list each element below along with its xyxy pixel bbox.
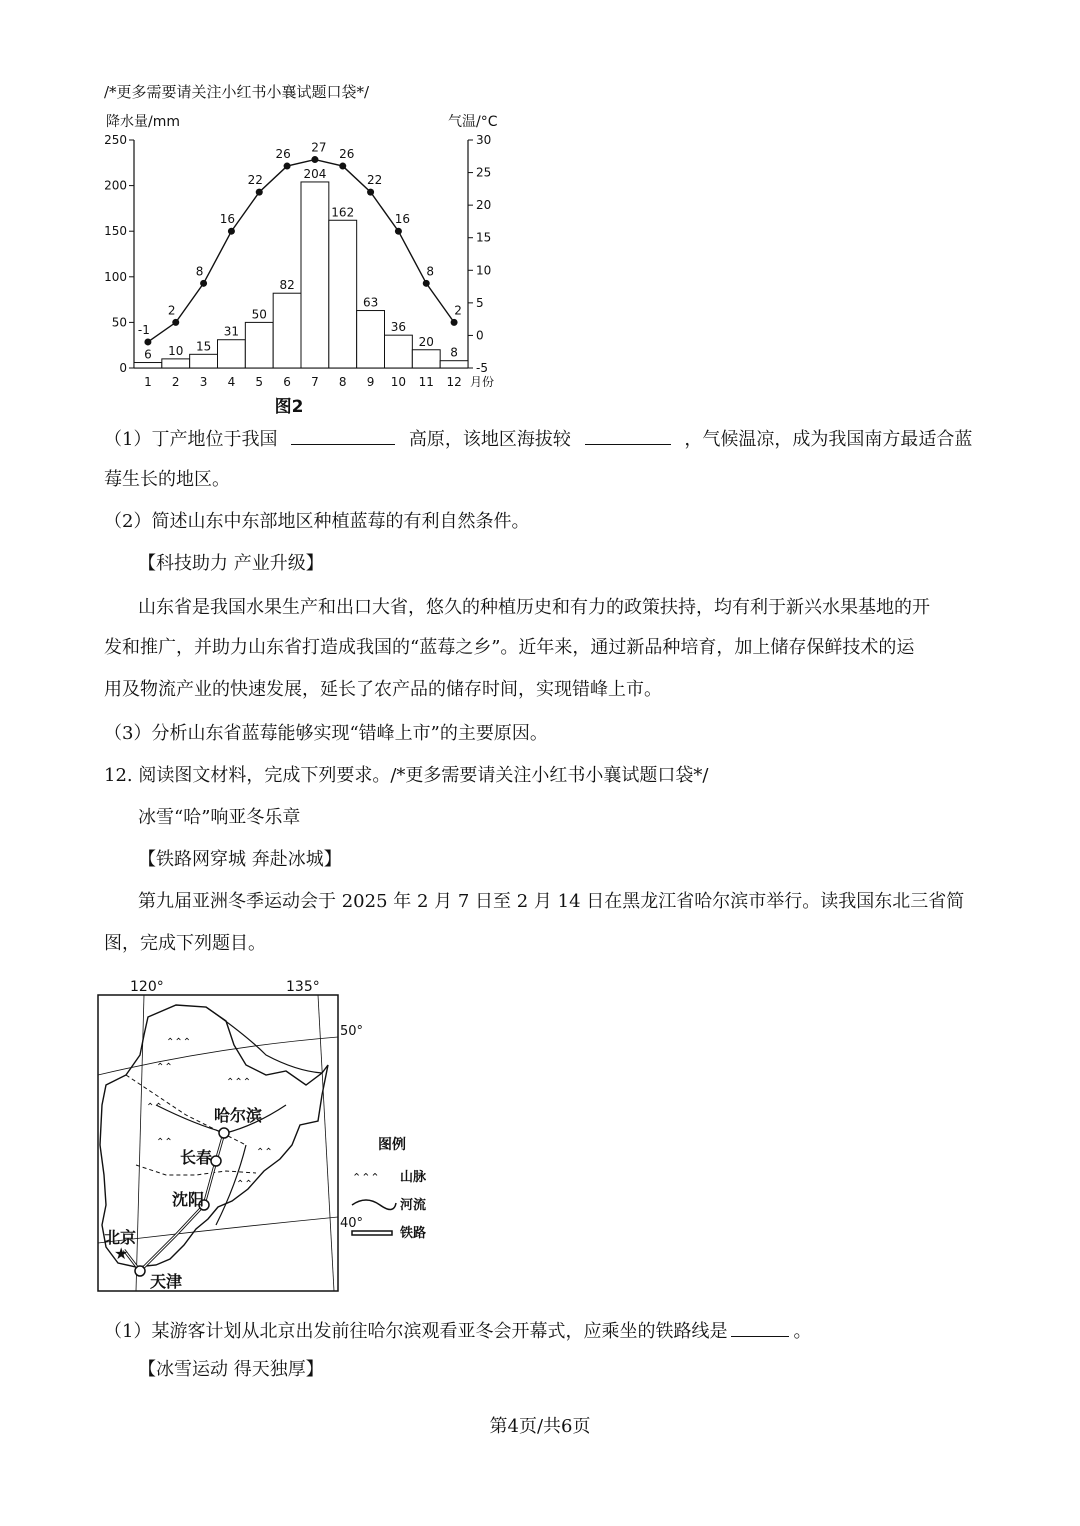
temp-value-label: 26 xyxy=(275,147,291,162)
precip-value-label: 50 xyxy=(251,307,267,322)
temp-point xyxy=(172,319,179,326)
temp-point xyxy=(200,280,207,287)
legend-mountain-icon: ⌃⌃⌃ xyxy=(352,1171,380,1184)
temp-point xyxy=(367,189,374,196)
temp-tick-label: 30 xyxy=(476,133,492,147)
temp-point xyxy=(228,228,235,235)
precip-value-label: 162 xyxy=(331,205,355,220)
month-label: 3 xyxy=(199,375,208,389)
legend-river-label: 河流 xyxy=(400,1198,427,1213)
month-label: 12 xyxy=(446,375,462,389)
temp-tick-label: -5 xyxy=(476,361,488,375)
temp-tick-label: 5 xyxy=(476,295,484,310)
question-12-1 xyxy=(104,1318,811,1344)
section-title-tech: 【科技助力 产业升级】 xyxy=(138,553,324,574)
month-label: 10 xyxy=(390,375,407,389)
climate-chart-svg xyxy=(100,108,520,418)
paragraph-2-line-2: 图，完成下列题目。 xyxy=(104,933,266,954)
question-3: （3）分析山东省蓝莓能够实现“错峰上市”的主要原因。 xyxy=(104,723,548,744)
precip-value-label: 20 xyxy=(418,334,434,349)
temp-value-label: 16 xyxy=(394,212,411,227)
temp-tick-label: 15 xyxy=(476,230,492,245)
legend-mountain-label: 山脉 xyxy=(400,1170,427,1185)
city-label-beijing: 北京 xyxy=(104,1228,137,1247)
precip-bar xyxy=(245,322,273,368)
star-icon: ★ xyxy=(114,1244,129,1263)
precip-tick-label: 250 xyxy=(104,133,127,147)
temp-tick-label: 10 xyxy=(476,263,492,278)
temp-point xyxy=(256,189,263,196)
section-title-railway: 【铁路网穿城 奔赴冰城】 xyxy=(138,849,342,870)
city-label-harbin: 哈尔滨 xyxy=(214,1106,263,1125)
temp-value-label: 2 xyxy=(454,303,462,318)
city-marker-changchun xyxy=(211,1156,221,1166)
q12-text: 12. 阅读图文材料，完成下列要求。 xyxy=(104,765,391,786)
q12-1-end: 。 xyxy=(793,1321,812,1342)
city-label-changchun: 长春 xyxy=(180,1148,213,1167)
precip-bar xyxy=(273,293,301,368)
precip-value-label: 31 xyxy=(223,324,240,339)
temp-value-label: 22 xyxy=(247,173,263,188)
precip-tick-label: 100 xyxy=(104,269,127,284)
precip-bar xyxy=(385,335,413,368)
precip-bar xyxy=(440,361,468,368)
month-label: 6 xyxy=(283,375,291,389)
city-marker-harbin xyxy=(219,1128,229,1138)
precip-bar xyxy=(134,363,162,368)
paragraph-2-line-1: 第九届亚洲冬季运动会于 2025 年 2 月 7 日至 2 月 14 日在黑龙江省哈尔滨市举行。读我国东北三省简 xyxy=(138,891,965,912)
month-label: 2 xyxy=(171,375,180,389)
lon-label-120: 120° xyxy=(130,979,164,995)
lat-label-40: 40° xyxy=(340,1216,364,1231)
precip-tick-label: 150 xyxy=(104,224,127,239)
temp-point xyxy=(284,163,291,170)
precip-bar xyxy=(218,340,246,368)
city-label-shenyang: 沈阳 xyxy=(172,1190,205,1209)
temp-value-label: 27 xyxy=(311,140,327,155)
q1-text-d: 莓生长的地区。 xyxy=(104,469,230,490)
paragraph-1-line-3: 用及物流产业的快速发展，延长了农产品的储存时间，实现错峰上市。 xyxy=(104,679,662,700)
climate-chart xyxy=(100,108,520,418)
chart-caption: 图2 xyxy=(274,397,304,417)
subtitle: 冰雪“哈”响亚冬乐章 xyxy=(138,807,301,828)
precip-value-label: 8 xyxy=(450,345,458,360)
watermark-text: /*更多需要请关注小红书小襄试题口袋*/ xyxy=(104,83,370,101)
month-label: 8 xyxy=(338,375,347,389)
mountain-icon: ⌃⌃⌃ xyxy=(166,1037,192,1048)
q1-blank-1[interactable] xyxy=(291,426,395,445)
precip-bar xyxy=(329,220,357,368)
mountain-icon: ⌃⌃ xyxy=(156,1062,173,1073)
lon-label-135: 135° xyxy=(286,979,320,995)
northeast-map xyxy=(96,975,446,1305)
legend-railway-icon xyxy=(352,1231,392,1235)
paragraph-1-line-1: 山东省是我国水果生产和出口大省，悠久的种植历史和有力的政策扶持，均有利于新兴水果基地的开 xyxy=(138,597,930,618)
temp-tick-label: 0 xyxy=(476,328,484,343)
precip-tick-label: 200 xyxy=(104,178,127,193)
mountain-icon: ⌃⌃ xyxy=(156,1137,173,1148)
q12-watermark: /*更多需要请关注小红书小襄试题口袋*/ xyxy=(390,765,709,786)
legend-river-icon xyxy=(352,1200,396,1210)
city-marker-tianjin xyxy=(135,1266,145,1276)
precip-value-label: 15 xyxy=(195,339,212,354)
northeast-map-svg xyxy=(96,975,446,1305)
temp-point xyxy=(339,163,346,170)
temp-point xyxy=(311,156,318,163)
precip-bar xyxy=(412,350,440,368)
q1-blank-2[interactable] xyxy=(585,426,671,445)
mountain-icon: ⌃⌃ xyxy=(256,1147,273,1158)
legend-railway-label: 铁路 xyxy=(400,1226,427,1241)
q12-1-blank[interactable] xyxy=(731,1318,789,1337)
question-12 xyxy=(104,764,709,788)
x-axis-title: 月份 xyxy=(470,375,495,389)
temp-point xyxy=(423,280,430,287)
month-label: 4 xyxy=(227,375,236,389)
temp-point xyxy=(451,319,458,326)
q1-text-a: （1）丁产地位于我国 xyxy=(104,429,278,450)
precip-bar xyxy=(301,182,329,368)
precip-value-label: 10 xyxy=(168,343,184,358)
precip-tick-label: 50 xyxy=(111,315,127,330)
temp-value-label: 8 xyxy=(195,264,204,279)
precip-axis-title: 降水量/mm xyxy=(106,114,180,130)
temp-point xyxy=(144,338,151,345)
temp-axis-title: 气温/°C xyxy=(448,114,498,130)
legend-title: 图例 xyxy=(378,1137,406,1153)
temp-value-label: -1 xyxy=(137,322,150,337)
month-label: 1 xyxy=(144,375,152,389)
precip-value-label: 6 xyxy=(144,347,152,362)
q12-1-text: （1）某游客计划从北京出发前往哈尔滨观看亚冬会开幕式，应乘坐的铁路线是 xyxy=(104,1321,728,1342)
temp-value-label: 8 xyxy=(426,264,435,279)
precip-tick-label: 0 xyxy=(119,361,127,375)
precip-value-label: 204 xyxy=(303,166,327,181)
precip-bar xyxy=(190,354,218,368)
meridian-135 xyxy=(318,995,334,1291)
month-label: 9 xyxy=(366,375,375,389)
question-1 xyxy=(104,426,972,452)
month-label: 11 xyxy=(418,375,434,389)
mountain-icon: ⌃⌃ xyxy=(146,1102,163,1113)
q1-text-c: ，气候温凉，成为我国南方最适合蓝 xyxy=(684,429,973,450)
precip-value-label: 36 xyxy=(390,320,407,335)
page-number: 第4页/共6页 xyxy=(489,1416,591,1437)
precip-bar xyxy=(162,359,190,368)
precip-value-label: 63 xyxy=(362,295,379,310)
precip-bar xyxy=(357,311,385,368)
mountain-icon: ⌃⌃⌃ xyxy=(226,1077,252,1088)
lat-label-50: 50° xyxy=(340,1024,364,1039)
temp-value-label: 16 xyxy=(219,212,236,227)
section-title-snow: 【冰雪运动 得天独厚】 xyxy=(138,1359,324,1380)
temp-tick-label: 25 xyxy=(476,165,492,180)
temp-value-label: 2 xyxy=(167,303,176,318)
temp-value-label: 22 xyxy=(366,173,383,188)
temp-value-label: 26 xyxy=(339,147,355,162)
temp-tick-label: 20 xyxy=(476,198,492,213)
mountain-icon: ⌃⌃ xyxy=(236,1179,253,1190)
city-label-tianjin: 天津 xyxy=(150,1272,183,1291)
temp-point xyxy=(395,228,402,235)
paragraph-1-line-2: 发和推广，并助力山东省打造成我国的“蓝莓之乡”。近年来，通过新品种培育，加上储存保鲜技术的运 xyxy=(104,637,915,658)
question-2: （2）简述山东中东部地区种植蓝莓的有利自然条件。 xyxy=(104,511,530,532)
q1-text-b: 高原，该地区海拔较 xyxy=(408,429,571,450)
month-label: 5 xyxy=(255,375,264,389)
month-label: 7 xyxy=(311,375,319,389)
precip-value-label: 82 xyxy=(279,278,295,293)
